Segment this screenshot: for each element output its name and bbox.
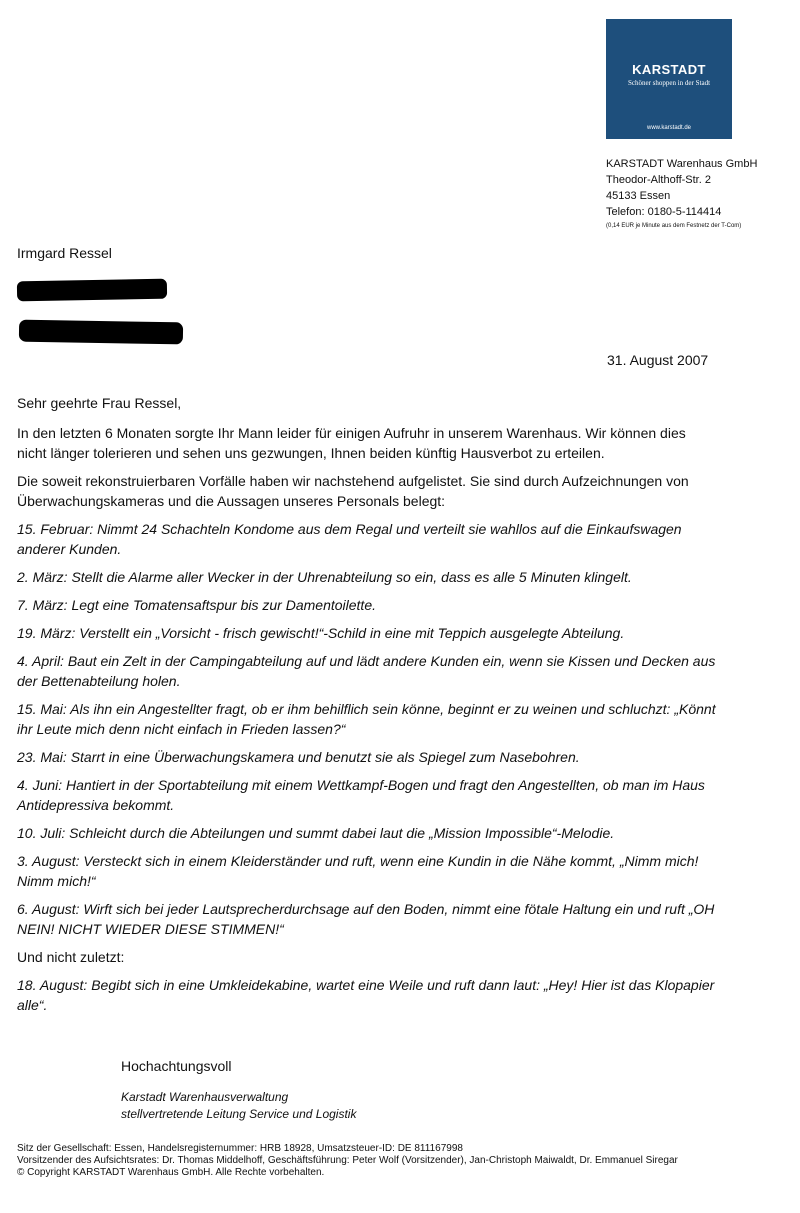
- closing: Hochachtungsvoll: [121, 1058, 232, 1074]
- letter-body: [17, 393, 717, 1023]
- logo-url: www.karstadt.de: [646, 125, 692, 131]
- intro-paragraph-2: Die soweit rekonstruierbaren Vorfälle haben wir nachstehend aufgelistet. Sie sind durch Aufzeichnungen von Überwachungskameras und die Aussagen unseres Personals belegt:: [17, 473, 689, 509]
- incident-item: 7. März: Legt eine Tomatensaftspur bis zur Damentoilette.: [17, 597, 376, 613]
- incident-item: 15. Mai: Als ihn ein Angestellter fragt, ob er ihm behilflich sein könne, beginnt er zu weinen und schluchzt: „Könnt ihr Leute mich denn nicht einfach in Frieden lassen?“: [17, 701, 716, 737]
- redacted-street-bar: [17, 279, 167, 302]
- sender-address: [606, 156, 757, 232]
- sender-city: 45133 Essen: [606, 190, 671, 202]
- recipient-name: Irmgard Ressel: [17, 245, 112, 261]
- incident-item: 15. Februar: Nimmt 24 Schachteln Kondome aus dem Regal und verteilt sie wahllos auf die Einkaufswagen anderer Kunden.: [17, 521, 682, 557]
- incident-item: 23. Mai: Starrt in eine Überwachungskamera und benutzt sie als Spiegel zum Nasebohren.: [17, 749, 580, 765]
- footer-copyright: © Copyright KARSTADT Warenhaus GmbH. Alle Rechte vorbehalten.: [17, 1167, 325, 1178]
- sender-street: Theodor-Althoff-Str. 2: [606, 174, 711, 186]
- incident-item: 4. April: Baut ein Zelt in der Campingabteilung auf und lädt andere Kunden ein, wenn sie Kissen und Decken aus der Bettenabteilung holen.: [17, 653, 716, 689]
- logo-title: KARSTADT: [632, 62, 706, 77]
- signature-block: [121, 1089, 356, 1123]
- footer-line-2: Vorsitzender des Aufsichtsrates: Dr. Thomas Middelhoff, Geschäftsführung: Peter Wolf (Vorsitzender), Jan-Christoph Maiwaldt, Dr. Emmanuel Siregar: [17, 1155, 678, 1166]
- incident-item: 6. August: Wirft sich bei jeder Lautsprecherdurchsage auf den Boden, nimmt eine fötale Haltung ein und ruft „OH NEIN! NICHT WIEDER DIESE STIMMEN!“: [17, 901, 715, 937]
- incident-item: 3. August: Versteckt sich in einem Kleiderständer und ruft, wenn eine Kundin in die Nähe kommt, „Nimm mich! Nimm mich!“: [17, 853, 699, 889]
- karstadt-logo: [606, 19, 732, 139]
- letter-date: 31. August 2007: [607, 352, 709, 368]
- signature-line-1: Karstadt Warenhausverwaltung: [121, 1090, 289, 1104]
- incident-item: 19. März: Verstellt ein „Vorsicht - frisch gewischt!“-Schild in eine mit Teppich ausgelegte Abteilung.: [17, 625, 625, 641]
- sender-phone-note: (0,14 EUR je Minute aus dem Festnetz der T-Com): [606, 223, 742, 229]
- salutation: Sehr geehrte Frau Ressel,: [17, 395, 182, 411]
- incident-item: 4. Juni: Hantiert in der Sportabteilung mit einem Wettkampf-Bogen und fragt den Angestellten, ob man im Haus Antidepressiva bekommt.: [17, 777, 705, 813]
- footer-line-1: Sitz der Gesellschaft: Essen, Handelsregisternummer: HRB 18928, Umsatzsteuer-ID: DE 811167998: [17, 1143, 463, 1154]
- logo-tagline: Schöner shoppen in der Stadt: [627, 79, 711, 87]
- sender-company: KARSTADT Warenhaus GmbH: [606, 158, 758, 170]
- intro-paragraph: In den letzten 6 Monaten sorgte Ihr Mann leider für einigen Aufruhr in unserem Warenhaus. Wir können dies nicht länger tolerieren und sehen uns gezwungen, Ihnen beiden künftig Hausverbot zu erteilen.: [17, 425, 686, 461]
- redacted-city-bar: [19, 320, 183, 345]
- signature-line-2: stellvertretende Leitung Service und Logistik: [121, 1107, 357, 1121]
- incident-item: 2. März: Stellt die Alarme aller Wecker in der Uhrenabteilung so ein, dass es alle 5 Minuten klingelt.: [17, 569, 632, 585]
- last-incident: 18. August: Begibt sich in eine Umkleidekabine, wartet eine Weile und ruft dann laut: „Hey! Hier ist das Klopapier alle“.: [17, 977, 715, 1013]
- sender-phone: Telefon: 0180-5-114414: [606, 206, 722, 218]
- last-intro: Und nicht zuletzt:: [17, 949, 125, 965]
- incident-item: 10. Juli: Schleicht durch die Abteilungen und summt dabei laut die „Mission Impossible“-Melodie.: [17, 825, 615, 841]
- legal-footer: [17, 1143, 717, 1179]
